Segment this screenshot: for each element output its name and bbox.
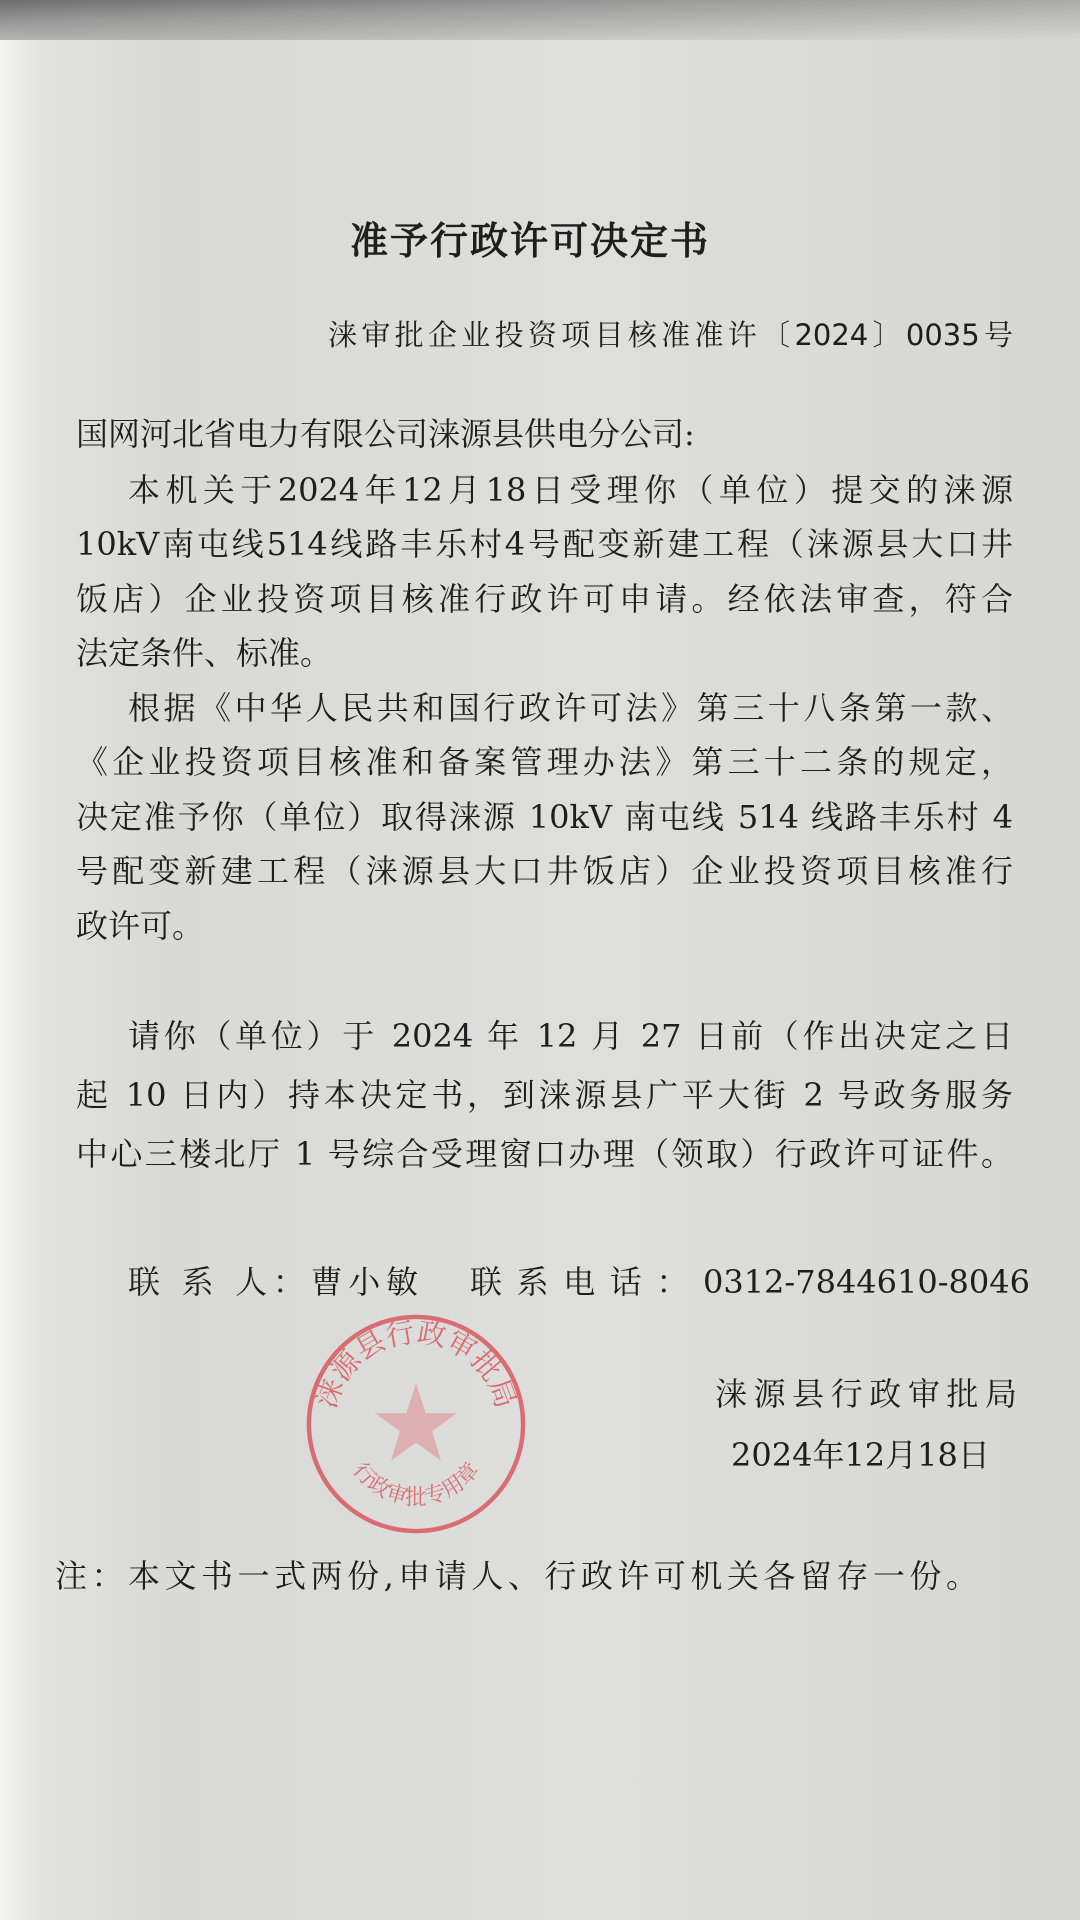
- contact-person: 联 系 人：曹小敏: [128, 1263, 418, 1301]
- paragraph2-line: 决定准予你（单位）取得涞源 10kV 南屯线 514 线路丰乐村 4: [76, 798, 1013, 836]
- issuer: 涞源县行政审批局: [715, 1375, 1017, 1413]
- official-seal: [300, 1308, 532, 1540]
- paragraph1-line: 饭店）企业投资项目核准行政许可申请。经依法审查，符合: [76, 580, 1013, 618]
- paragraph1-line: 10kV南屯线514线路丰乐村4号配变新建工程（涞源县大口井: [76, 525, 1013, 563]
- paragraph1-line: 本机关于2024年12月18日受理你（单位）提交的涞源: [128, 471, 1013, 509]
- addressee: 国网河北省电力有限公司涞源县供电分公司:: [76, 415, 695, 453]
- svg-text:行政审批专用章: [348, 1458, 485, 1510]
- paper-top-edge: [0, 0, 1080, 40]
- issue-date: 2024年12月18日: [731, 1436, 990, 1474]
- seal-top-text: 涞源县行政审批局: [308, 1314, 524, 1413]
- paragraph3-line: 中心三楼北厅 1 号综合受理窗口办理（领取）行政许可证件。: [76, 1135, 1013, 1173]
- document-title: 准予行政许可决定书: [349, 219, 710, 263]
- paragraph2-line: 《企业投资项目核准和备案管理办法》第三十二条的规定，: [76, 743, 1013, 781]
- document-number: 涞审批企业投资项目核准准许〔2024〕0035号: [328, 318, 1013, 352]
- note: 注：本文书一式两份,申请人、行政许可机关各留存一份。: [55, 1557, 978, 1595]
- seal-bottom-text: 行政审批专用章: [347, 1458, 485, 1511]
- paragraph1-line: 法定条件、标准。: [76, 634, 333, 672]
- paragraph2-line: 根据《中华人民共和国行政许可法》第三十八条第一款、: [128, 689, 1013, 727]
- contact-phone: 联系电话：0312-7844610-8046: [470, 1263, 1030, 1301]
- paragraph2-line: 政许可。: [76, 907, 205, 945]
- paragraph3-line: 起 10 日内）持本决定书，到涞源县广平大街 2 号政务服务: [76, 1076, 1013, 1114]
- seal-star-icon: [375, 1384, 457, 1461]
- paragraph2-line: 号配变新建工程（涞源县大口井饭店）企业投资项目核准行: [76, 852, 1013, 890]
- paragraph3-line: 请你（单位）于 2024 年 12 月 27 日前（作出决定之日: [128, 1017, 1013, 1055]
